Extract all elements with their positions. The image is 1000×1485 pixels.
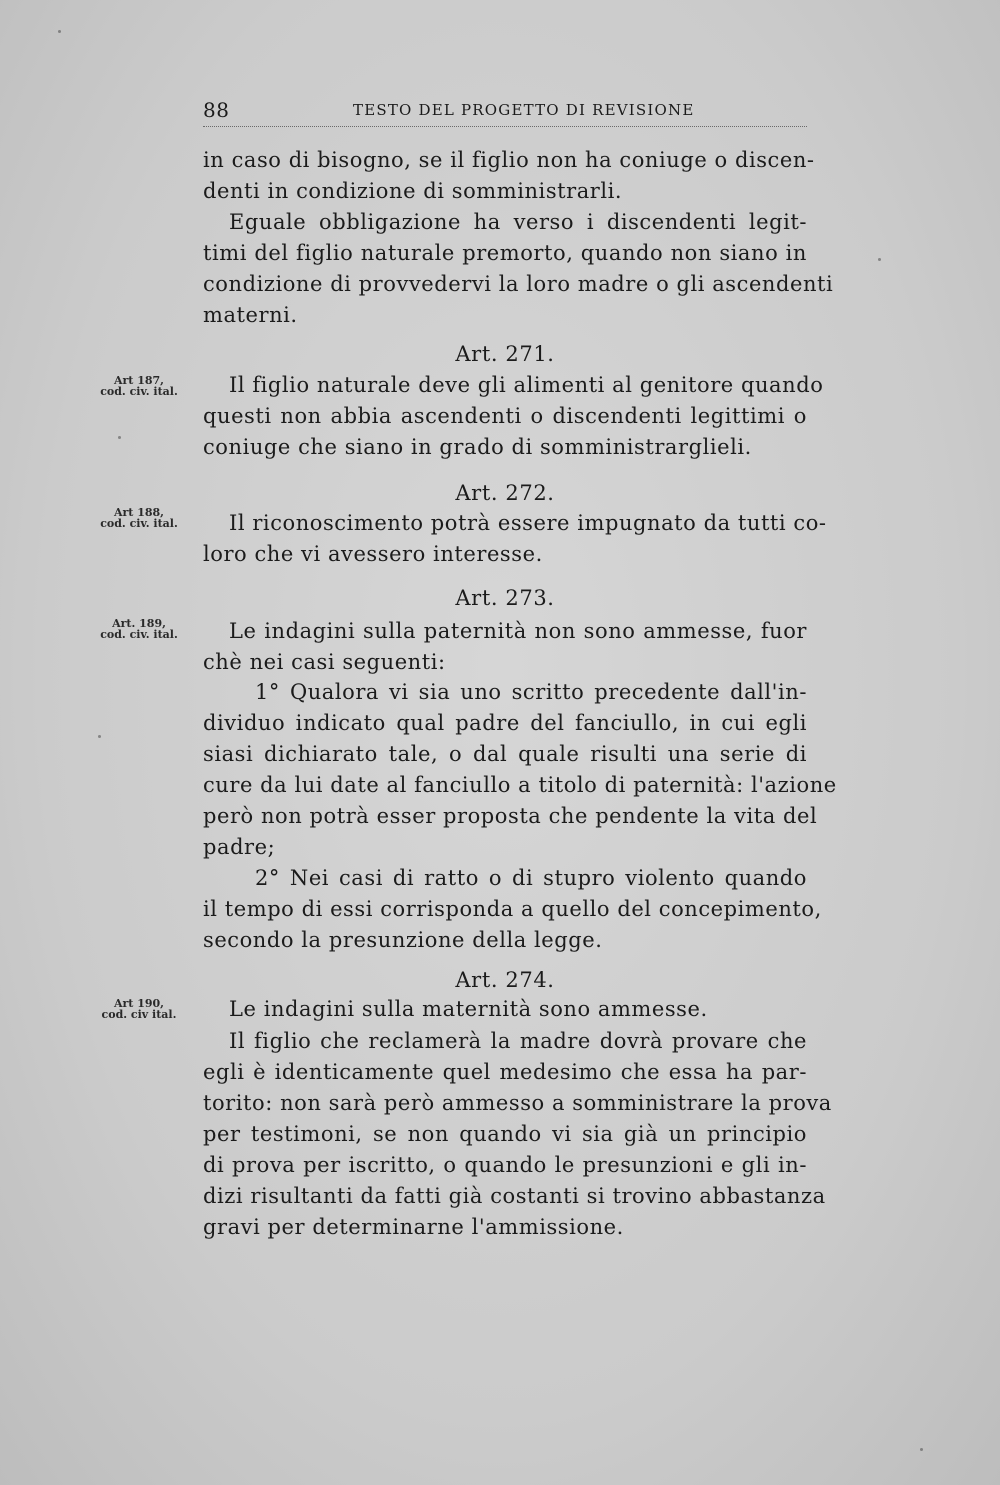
scan-speck	[98, 735, 101, 738]
text-line: secondo la presunzione della legge.	[203, 928, 603, 952]
text-line: Le indagini sulla paternità non sono ammesse, fuor	[229, 619, 807, 643]
article-heading: Art. 271.	[455, 342, 555, 366]
text-line: 2° Nei casi di ratto o di stupro violento quando	[255, 866, 807, 890]
text-line: egli è identicamente quel medesimo che essa ha par-	[203, 1060, 807, 1084]
text-line: il tempo di essi corrisponda a quello del concepimento,	[203, 897, 822, 921]
text-line: Il figlio che reclamerà la madre dovrà provare che	[229, 1029, 807, 1053]
text-line: padre;	[203, 835, 276, 859]
text-line: Le indagini sulla maternità sono ammesse.	[229, 997, 708, 1021]
text-line: Eguale obbligazione ha verso i discendenti legit-	[229, 210, 807, 234]
text-line: per testimoni, se non quando vi sia già un principio	[203, 1122, 807, 1146]
text-line: denti in condizione di somministrarli.	[203, 179, 623, 203]
text-line: di prova per iscritto, o quando le presunzioni e gli in-	[203, 1153, 807, 1177]
text-line: Il figlio naturale deve gli alimenti al genitore quando	[229, 373, 824, 397]
article-heading: Art. 273.	[455, 586, 555, 610]
text-line: loro che vi avessero interesse.	[203, 542, 543, 566]
article-heading: Art. 272.	[455, 481, 555, 505]
text-line: coniuge che siano in grado di somministrarglieli.	[203, 435, 752, 459]
scan-speck	[118, 436, 121, 439]
text-line: chè nei casi seguenti:	[203, 650, 446, 674]
margin-note: Art 190, cod. civ ital.	[101, 997, 177, 1021]
article-heading: Art. 274.	[455, 968, 555, 992]
scan-speck	[878, 258, 881, 261]
text-line: però non potrà esser proposta che pendente la vita del	[203, 804, 818, 828]
page-header	[203, 96, 807, 127]
margin-note: Art. 189, cod. civ. ital.	[100, 617, 178, 641]
text-line: dizi risultanti da fatti già costanti si trovino abbastanza	[203, 1184, 826, 1208]
text-line: materni.	[203, 303, 298, 327]
text-line: gravi per determinarne l'ammissione.	[203, 1215, 624, 1239]
running-head: TESTO DEL PROGETTO DI REVISIONE	[353, 101, 695, 119]
text-line: dividuo indicato qual padre del fanciullo, in cui egli	[203, 711, 807, 735]
scan-speck	[920, 1448, 923, 1451]
margin-note: Art 188, cod. civ. ital.	[100, 506, 178, 530]
text-line: in caso di bisogno, se il figlio non ha coniuge o discen-	[203, 148, 815, 172]
text-line: timi del figlio naturale premorto, quando non siano in	[203, 241, 807, 265]
text-line: 1° Qualora vi sia uno scritto precedente dall'in-	[255, 680, 807, 704]
text-line: cure da lui date al fanciullo a titolo di paternità: l'azione	[203, 773, 837, 797]
text-line: Il riconoscimento potrà essere impugnato da tutti co-	[229, 511, 827, 535]
margin-note: Art 187, cod. civ. ital.	[100, 374, 178, 398]
text-line: questi non abbia ascendenti o discendenti legittimi o	[203, 404, 807, 428]
page-number: 88	[203, 98, 230, 122]
text-line: torito: non sarà però ammesso a somministrare la prova	[203, 1091, 832, 1115]
scan-speck	[58, 30, 61, 33]
text-line: siasi dichiarato tale, o dal quale risulti una serie di	[203, 742, 807, 766]
text-line: condizione di provvedervi la loro madre o gli ascendenti	[203, 272, 834, 296]
